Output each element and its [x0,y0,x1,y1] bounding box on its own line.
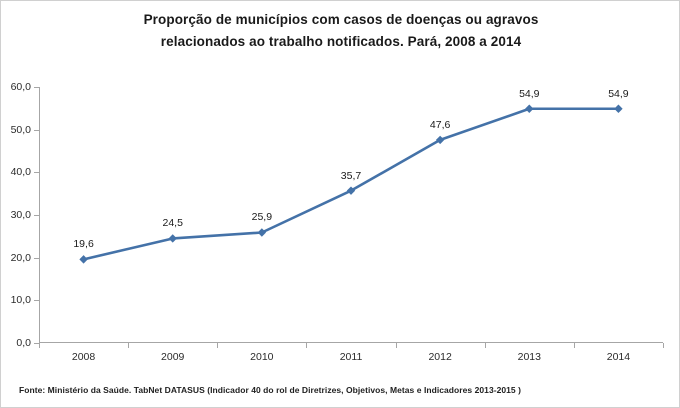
x-axis-tick [574,343,575,348]
data-point-label: 54,9 [519,87,540,100]
source-footnote: Fonte: Ministério da Saúde. TabNet DATASUS (Indicador 40 do rol de Diretrizes, Objetivos, Metas e Indicadores 2013-2015 ) [19,385,521,395]
data-point-label: 19,6 [73,238,94,251]
x-axis-tick-label: 2012 [428,351,452,363]
data-point-marker [525,105,533,113]
data-point-marker [79,255,87,263]
x-axis-tick-label: 2010 [250,351,274,363]
line-series [39,87,663,343]
x-axis-tick [217,343,218,348]
y-axis-tick-label: 40,0 [10,166,31,179]
plot-area [10,81,663,363]
data-point-marker [169,234,177,242]
y-axis-tick-label: 60,0 [10,81,31,93]
data-point-label: 25,9 [251,211,273,224]
y-axis-tick-label: 30,0 [10,209,31,221]
x-axis-tick [306,343,307,348]
x-axis-tick [39,343,40,348]
x-axis-tick [485,343,486,348]
series-line [84,109,619,260]
y-axis-tick-label: 50,0 [10,123,31,136]
y-axis-tick-label: 0,0 [16,337,31,349]
y-axis-tick-label: 10,0 [10,294,31,307]
x-axis-tick-label: 2008 [71,351,96,363]
chart-title-line-1: Proporção de municípios com casos de doenças ou agravos [143,12,539,27]
chart-title-line-2: relacionados ao trabalho notificados. Pará, 2008 a 2014 [160,34,522,49]
x-axis-tick-label: 2013 [517,351,541,363]
data-point-marker [614,105,622,113]
data-point-marker [258,228,266,236]
x-axis-tick-label: 2014 [606,351,631,363]
data-point-label: 54,9 [608,87,629,100]
chart-title [1,9,680,53]
x-axis-tick [396,343,397,348]
data-point-label: 35,7 [340,169,362,182]
x-axis-tick-label: 2011 [339,351,363,363]
x-axis-tick-label: 2009 [161,351,185,363]
x-axis-tick [663,343,664,348]
x-axis-tick [128,343,129,348]
y-axis-tick-label: 20,0 [10,251,31,264]
data-point-label: 47,6 [429,118,451,131]
data-point-label: 24,5 [162,217,183,230]
